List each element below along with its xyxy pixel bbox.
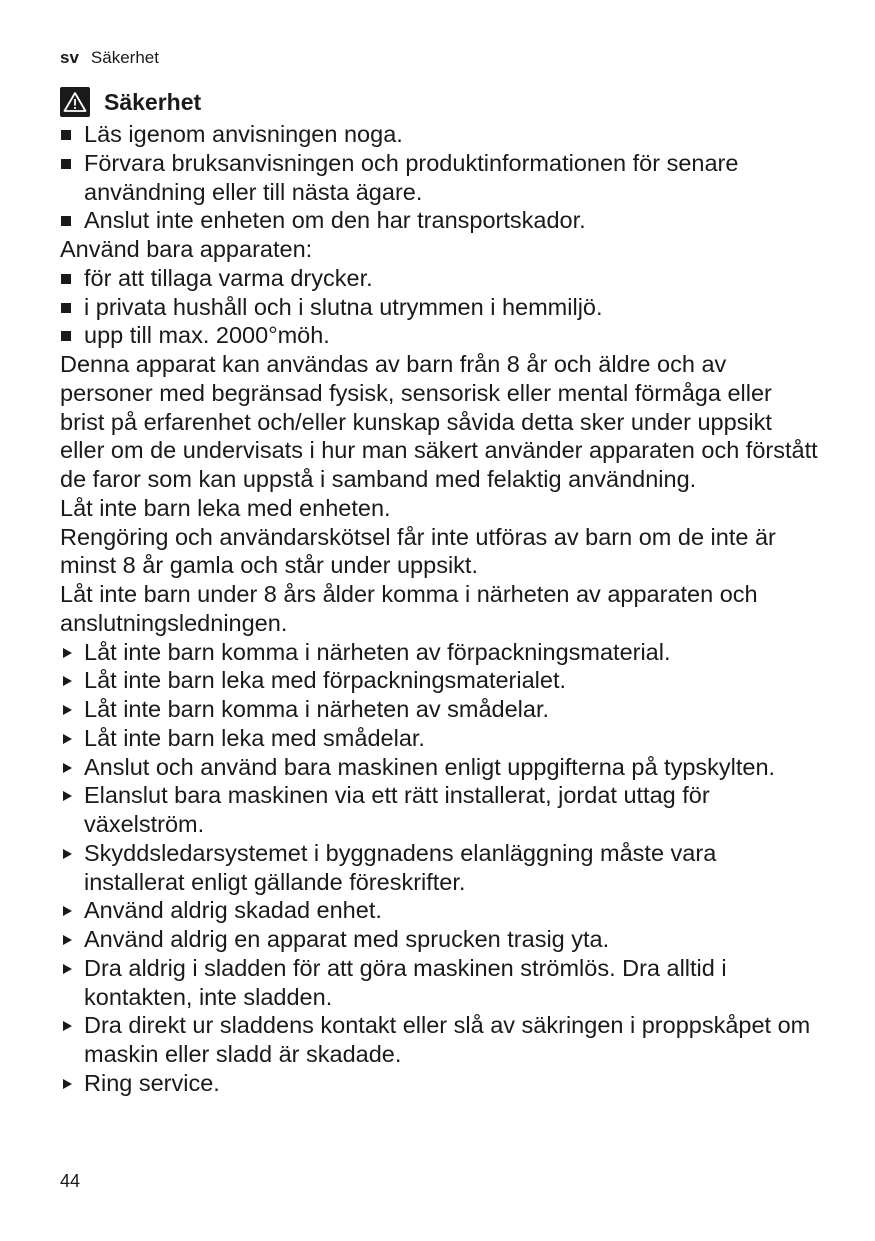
action-item: Skyddsledarsystemet i byggnadens elanläggning måste vara installerat enligt gällande föreskrifter.	[60, 839, 820, 897]
action-item: Låt inte barn komma i närheten av smådelar.	[60, 695, 820, 724]
list-item: i privata hushåll och i slutna utrymmen i hemmiljö.	[60, 293, 820, 322]
page-title: Säkerhet	[104, 88, 202, 115]
action-item: Elanslut bara maskinen via ett rätt installerat, jordat uttag för växelström.	[60, 781, 820, 839]
paragraph: Låt inte barn leka med enheten.	[60, 494, 391, 521]
warning-triangle-icon	[60, 87, 90, 117]
list-item: Anslut inte enheten om den har transportskador.	[60, 206, 820, 235]
list-item: Läs igenom anvisningen noga.	[60, 120, 820, 149]
paragraph: Denna apparat kan användas av barn från 8 år och äldre och av personer med begränsad fysisk, sensorisk eller mental förmåga eller brist på erfarenhet och/eller kunskap såvida detta sker under uppsikt eller om de undervisats i hur man säkert använder apparaten och förstått de faror som kan uppstå i samband med felaktig användning.	[60, 351, 818, 492]
action-item: Dra direkt ur sladdens kontakt eller slå av säkringen i proppskåpet om maskin eller sladd är skadade.	[60, 1011, 820, 1069]
action-item: Låt inte barn leka med förpackningsmaterialet.	[60, 666, 820, 695]
action-item: Låt inte barn komma i närheten av förpackningsmaterial.	[60, 638, 820, 667]
list-item: för att tillaga varma drycker.	[60, 264, 820, 293]
list-item: upp till max. 2000°möh.	[60, 321, 820, 350]
action-item: Ring service.	[60, 1069, 820, 1098]
action-item: Dra aldrig i sladden för att göra maskinen strömlös. Dra alltid i kontakten, inte sladden.	[60, 954, 820, 1012]
use-heading: Använd bara apparaten:	[60, 236, 313, 262]
running-header	[60, 48, 159, 68]
action-item: Använd aldrig skadad enhet.	[60, 896, 820, 925]
paragraph: Rengöring och användarskötsel får inte utföras av barn om de inte är minst 8 år gamla och står under uppsikt.	[60, 523, 776, 579]
paragraph: Låt inte barn under 8 års ålder komma i närheten av apparaten och anslutningsledningen.	[60, 581, 758, 636]
action-item: Anslut och använd bara maskinen enligt uppgifterna på typskylten.	[60, 753, 820, 782]
action-item: Använd aldrig en apparat med sprucken trasig yta.	[60, 925, 820, 954]
section-heading	[60, 86, 201, 118]
safety-content	[60, 120, 820, 1098]
page-number: 44	[60, 1171, 81, 1191]
action-item: Låt inte barn leka med smådelar.	[60, 724, 820, 753]
list-item: Förvara bruksanvisningen och produktinformationen för senare användning eller till nästa ägare.	[60, 149, 820, 207]
language-code: sv	[60, 48, 79, 67]
header-section-name: Säkerhet	[90, 48, 159, 67]
